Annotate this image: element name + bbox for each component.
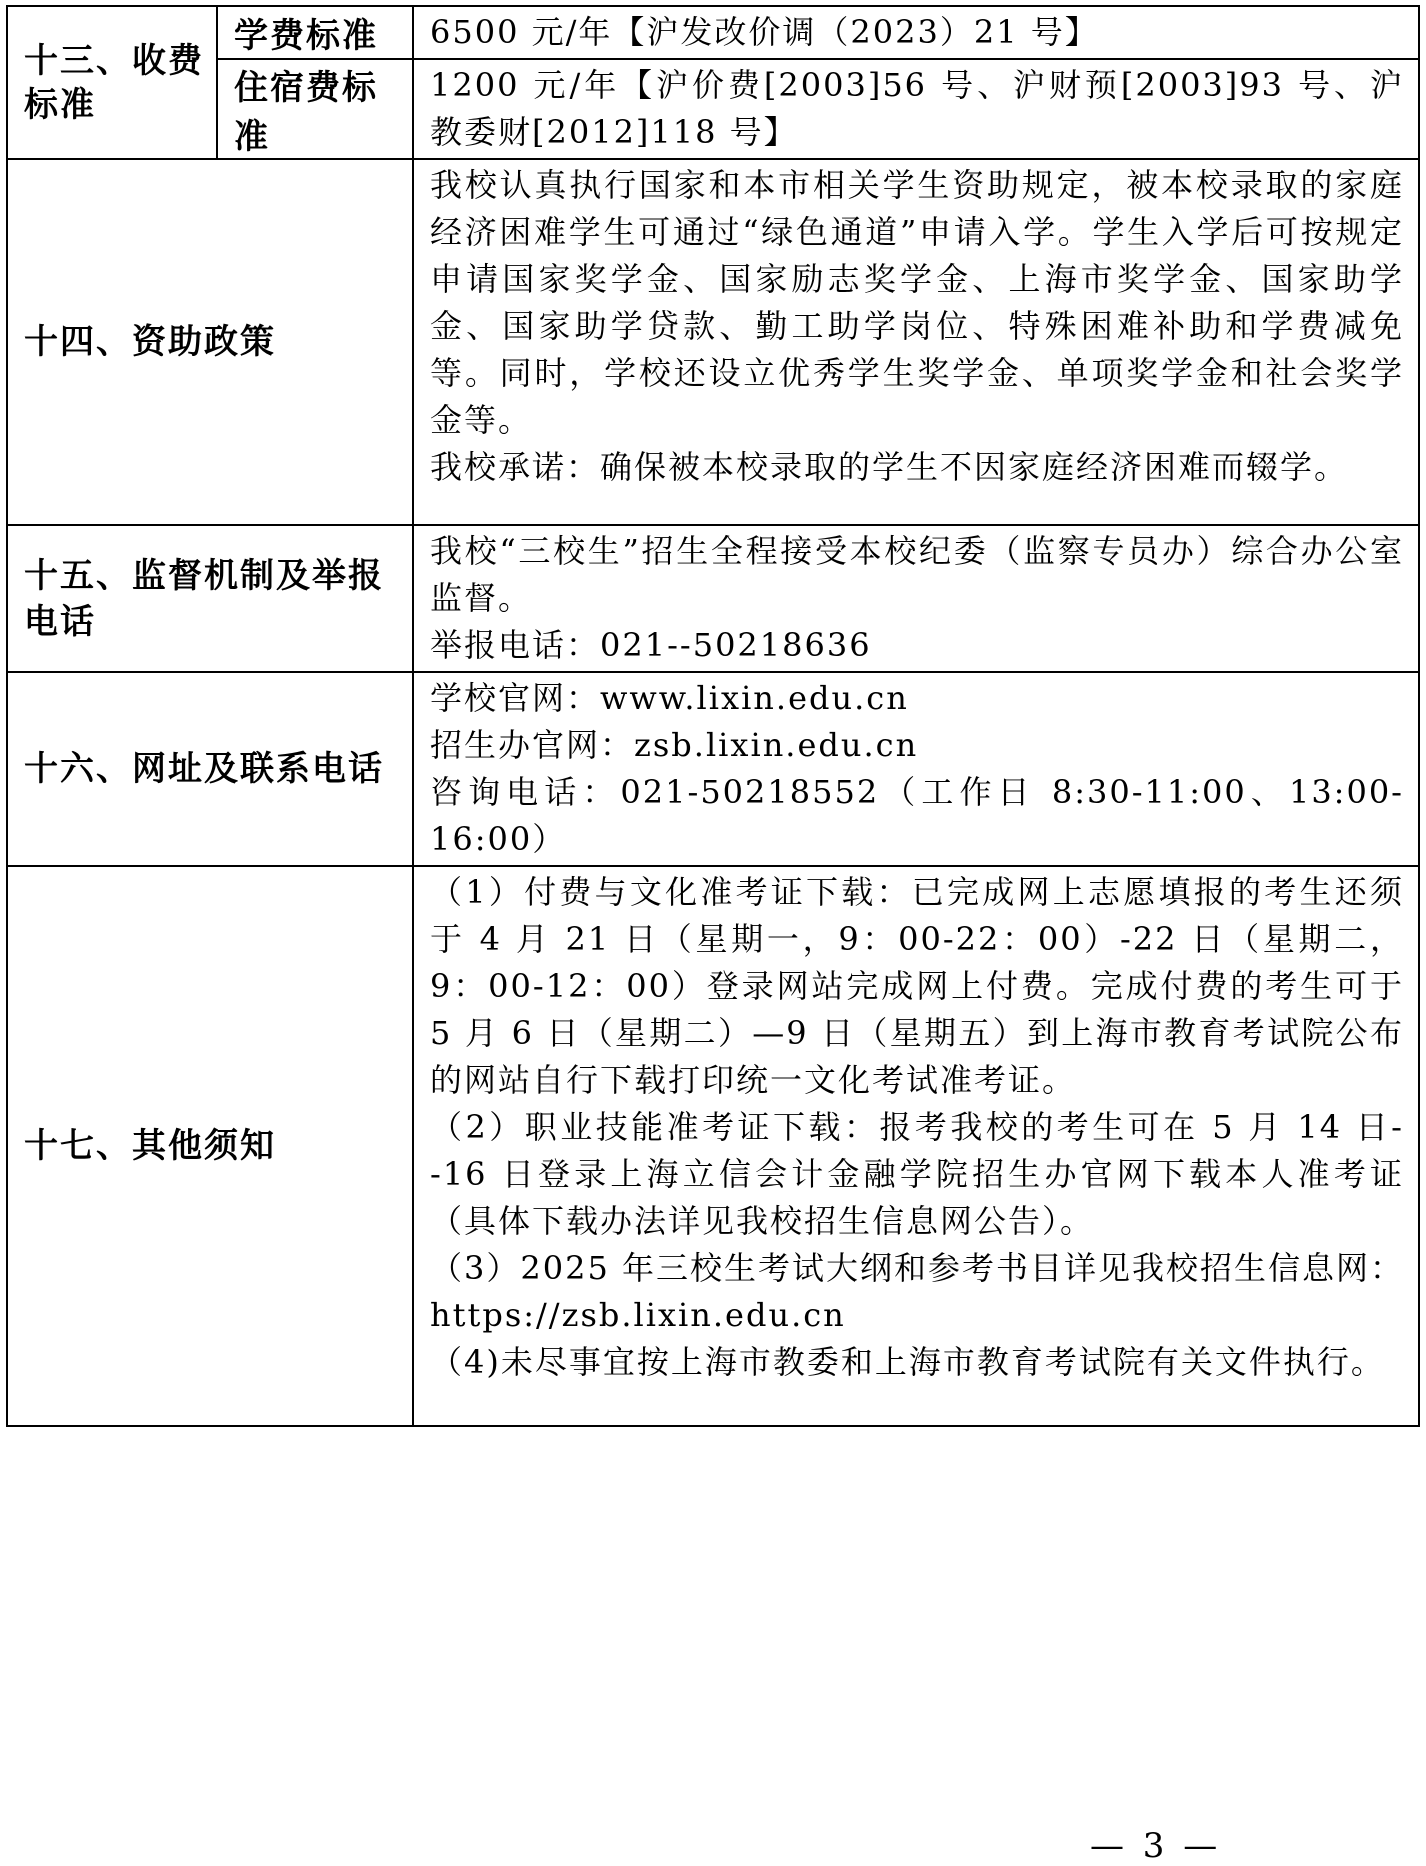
school-website-link[interactable]: 学校官网：www.lixin.edu.cn: [430, 679, 909, 717]
row-fee-standards-lodging: [7, 59, 1419, 159]
tuition-value: [413, 6, 1419, 59]
other-notes-content: [413, 866, 1419, 1426]
lodging-value-text: 1200 元/年【沪价费[2003]56 号、沪财预[2003]93 号、沪教委财[2012]118 号】: [430, 66, 1404, 151]
row-fee-standards-tuition: [7, 6, 1419, 59]
row-supervision: [7, 525, 1419, 672]
financial-aid-paragraph: 我校认真执行国家和本市相关学生资助规定，被本校录取的家庭经济困难学生可通过“绿色通道”申请入学。学生入学后可按规定申请国家奖学金、国家励志奖学金、上海市奖学金、国家助学金、国家助学贷款、勤工助学岗位、特殊困难补助和学费减免等。同时，学校还设立优秀学生奖学金、单项奖学金和社会奖学金等。: [430, 166, 1404, 439]
admissions-info-table: [6, 5, 1420, 1427]
note-item: （1）付费与文化准考证下载：已完成网上志愿填报的考生还须于 4 月 21 日（星期一，9：00-22：00）-22 日（星期二，9：00-12：00）登录网站完成网上付费。完成付费的考生可于 5 月 6 日（星期二）—9 日（星期五）到上海市教育考试院公布的网站自行下载打印统一文化考试准考证。: [430, 873, 1404, 1099]
note-item: （4)未尽事宜按上海市教委和上海市教育考试院有关文件执行。: [430, 1343, 1385, 1381]
supervision-content: [413, 525, 1419, 672]
supervision-label: 十五、监督机制及举报电话: [7, 525, 413, 672]
admissions-website-link[interactable]: 招生办官网：zsb.lixin.edu.cn: [430, 726, 919, 764]
row-other-notes: [7, 866, 1419, 1426]
note-item: （2）职业技能准考证下载：报考我校的考生可在 5 月 14 日--16 日登录上海立信会计金融学院招生办官网下载本人准考证（具体下载办法详见我校招生信息网公告）。: [430, 1108, 1404, 1240]
row-contact: [7, 672, 1419, 866]
financial-aid-content: [413, 159, 1419, 525]
other-notes-label: 十七、其他须知: [7, 866, 413, 1426]
financial-aid-paragraph: 我校承诺：确保被本校录取的学生不因家庭经济困难而辍学。: [430, 448, 1349, 486]
row-financial-aid: [7, 159, 1419, 525]
lodging-label: 住宿费标准: [217, 59, 413, 159]
financial-aid-label: 十四、资助政策: [7, 159, 413, 525]
supervision-paragraph: 我校“三校生”招生全程接受本校纪委（监察专员办）综合办公室监督。: [430, 532, 1404, 617]
page-number: — 3 —: [1090, 1826, 1222, 1866]
tuition-label: 学费标准: [217, 6, 413, 59]
note-item: （3）2025 年三校生考试大纲和参考书目详见我校招生信息网：https://zsb.lixin.edu.cn: [430, 1249, 1404, 1334]
lodging-value: [413, 59, 1419, 159]
contact-label: 十六、网址及联系电话: [7, 672, 413, 866]
fee-standards-label: 十三、收费标准: [7, 6, 217, 159]
consult-phone: 咨询电话：021-50218552（工作日 8:30-11:00、13:00-16:00）: [430, 773, 1404, 858]
contact-content: [413, 672, 1419, 866]
tuition-value-text: 6500 元/年【沪发改价调（2023）21 号】: [430, 13, 1099, 51]
report-phone: 举报电话：021--50218636: [430, 626, 872, 664]
